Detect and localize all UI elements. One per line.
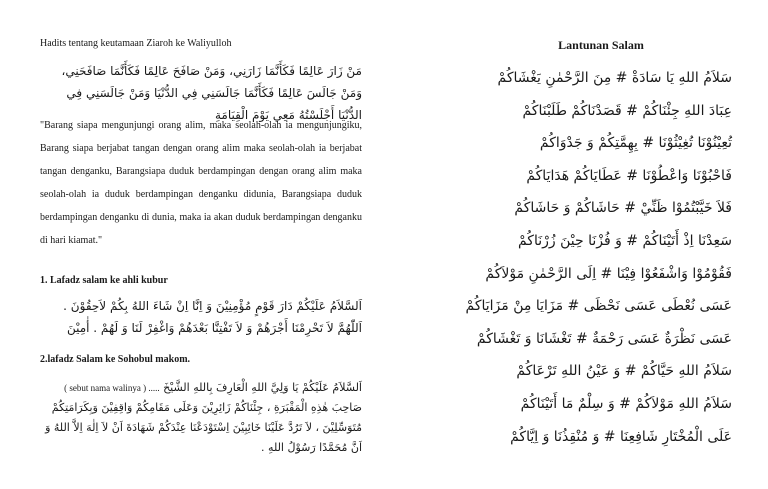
verse-line: عِبَادَ اللهِ جِئْنَاكُمْ # قَصَدْنَاكُمْ طَلَبْنَاكُمْ: [522, 102, 732, 119]
left-page: [40, 0, 362, 489]
verse-line: سَعِدْنَا اِذْ أَتَيْنَاكُمْ # وَ فُزْنَا حِيْنَ زُرْنَاكُمْ: [517, 232, 732, 249]
inline-instruction: ( sebut nama walinya ) .....: [64, 383, 160, 393]
verse-line: سَلاَمُ اللهِ يَا سَادَةْ # مِنَ الرَّحْمٰنِ يَغْشَاكُمْ: [497, 70, 732, 86]
section-2-title: 2.lafadz Salam ke Sohobul makom.: [40, 354, 191, 365]
verse-line: فَاحْبُوْنَا وَاعْطُوْنَا # عَطَايَاكُمْ هَدَايَاكُمْ: [526, 167, 732, 184]
page-header: Hadits tentang keutamaan Ziaroh ke Waliyulloh: [40, 38, 232, 49]
verse-line: سَلاَمُ اللهِ مَوْلاَكُمْ # وَ سِلْمٌ مَا أَتَيْنَاكُمْ: [520, 395, 732, 412]
hadith-arabic-text: مَنْ زَارَ عَالِمًا فَكَأَنَّمَا زَارَنِي، وَمَنْ صَافَحَ عَالِمًا فَكَأَنَّمَا صَافَحَنِي، وَمَنْ جَالَسَ عَالِمًا فَكَأَنَّمَا جَالَسَنِي فِي الدُّنْيَا وَمَنْ جَالَسَنِي فِي الدُّنْيَا أَجْلَسْتُهُ مَعِي يَوْمَ الْقِيَامَةِ: [61, 64, 362, 122]
salam-sohibul-makom-arabic: [40, 378, 362, 458]
verse-line: سَلاَمُ اللهِ حَيَّاكُمْ # وَ عَيْنُ اللهِ تَرْعَاكُمْ: [516, 363, 732, 380]
verse-line: عَسَى نَظْرَةٌ عَسَى رَحْمَةٌ # تَغْشَانَا وَ تَغْشَاكُمْ: [476, 330, 732, 347]
salam-sohibul-makom-part-a: اَلسَّلاَمُ عَلَيْكُمْ يَا وَلِيَّ اللهِ الْعَارِفَ بِاللهِ الشَّيْخَ: [163, 381, 362, 394]
salam-ahli-kubur-arabic: اَلسَّلاَمُ عَلَيْكُمْ دَارَ قَوْمٍ مُؤْمِنِيْنَ وَ اِنَّا اِنْ شَاءَ اللهُ بِكُمْ لاَحِقُوْنَ . اَللّٰهُمَّ لاَ تَحْرِمْنَا أَجْرَهُمْ وَ لاَ تَفْتِنَّا بَعْدَهُمْ وَاغْفِرْ لَنَا وَ لَهُمْ . أٰمِيْنَ: [63, 299, 362, 335]
verse-list: [465, 62, 732, 453]
verse-line: عَسَى نُعْطَى عَسَى نَحْظَى # مَزَايَا مِنْ مَزَايَاكُمْ: [465, 298, 732, 315]
salam-sohibul-makom-part-b: صَاحِبَ هٰذِهِ الْمَقْبَرَةِ ، جِئْنَاكُمْ زَائِرِيْنَ وَعَلَى مَقَامِكُمْ وَاقِفِيْنَ وَبِكَرَامَتِكُمْ مُتَوَسِّلِيْنَ ، لاَ تَرُدَّ عَلَيْنَا خَائِبِيْنَ اِسْتَوْدَعْنَا عِنْدَكُمْ شَهَادَةَ اَنْ لاَ اِلٰهَ اِلاَّ اللهُ وَ اَنَّ مُحَمَّدًا رَسُوْلُ اللهِ .: [45, 401, 362, 454]
section-1-title: 1. Lafadz salam ke ahli kubur: [40, 275, 168, 286]
verse-line: فَقُوْمُوْا وَاشْفَعُوْا فِيْنَا # اِلَى الرَّحْمٰنِ مَوْلاَكُمْ: [485, 265, 732, 282]
verse-line: تُعِيْنُوْنَا تُغِيْثُوْنَا # بِهِمَّتِكُمْ وَ جَدْوَاكُمْ: [539, 135, 732, 152]
hadith-translation: "Barang siapa mengunjungi orang alim, maka seolah-olah ia mengunjungiku, Barang siapa berjabat tangan dengan orang alim maka seolah-olah ia berjabat tangan denganku, Barangsiapa duduk berdampingan dengan orang alim maka seolah-olah ia duduk berdampingan denganku didunia, Barangsiapa duduk berdampingan denganku di dunia, maka ia akan duduk berdampingan denganku di hari kiamat.": [40, 120, 362, 246]
right-page: [465, 0, 732, 489]
verse-line: عَلَى الْمُخْتَارِ شَافِعِنَا # وَ مُنْقِذُنَا وَ اِيَّاكُمْ: [510, 428, 732, 445]
verse-line: فَلاَ خَيَّبْتُمُوْا ظَنِّيْ # حَاشَاكُمْ وَ حَاشَاكُمْ: [514, 200, 732, 217]
lantunan-title: Lantunan Salam: [558, 38, 644, 52]
